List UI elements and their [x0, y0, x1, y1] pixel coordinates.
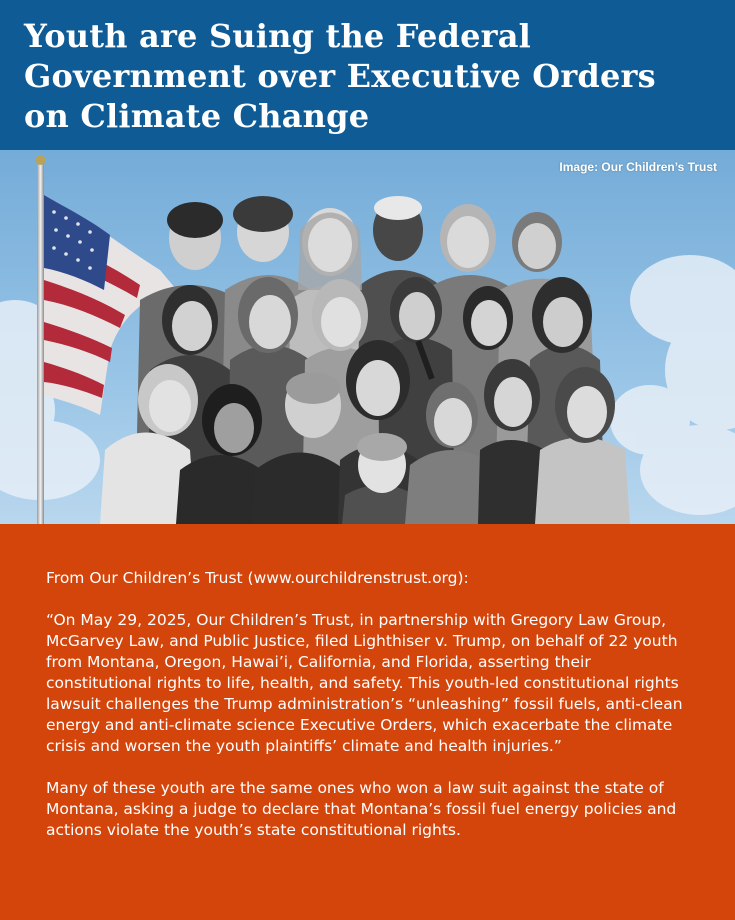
group-photo [0, 150, 735, 524]
article-body [0, 524, 735, 920]
closing-paragraph: Many of these youth are the same ones who won a law suit against the state of Montana, asking a judge to declare that Montana’s fossil fuel energy policies and actions violate the youth’s state constitutional rights. [46, 779, 677, 839]
press-quote: “On May 29, 2025, Our Children’s Trust, in partnership with Gregory Law Group, McGarvey Law, and Public Justice, filed Lighthiser v. Trump, on behalf of 22 youth from Montana, Oregon, Hawai’i, California, and Florida, asserting their constitutional rights to life, health, and safety. This youth-led constitutional rights lawsuit challenges the Trump administration’s “unleashing” fossil fuels, anti-clean energy and anti-climate science Executive Orders, which exacerbate the climate crisis and worsen the youth plaintiffs’ climate and health injuries.” [46, 611, 683, 755]
image-credit: Image: Our Children’s Trust [559, 160, 717, 174]
page-title: Youth are Suing the Federal Government over Executive Orders on Climate Change [24, 17, 656, 135]
source-attribution: From Our Children’s Trust (www.ourchildrenstrust.org): [46, 569, 469, 587]
group-photo-illustration [0, 150, 735, 524]
header-banner [0, 0, 735, 150]
